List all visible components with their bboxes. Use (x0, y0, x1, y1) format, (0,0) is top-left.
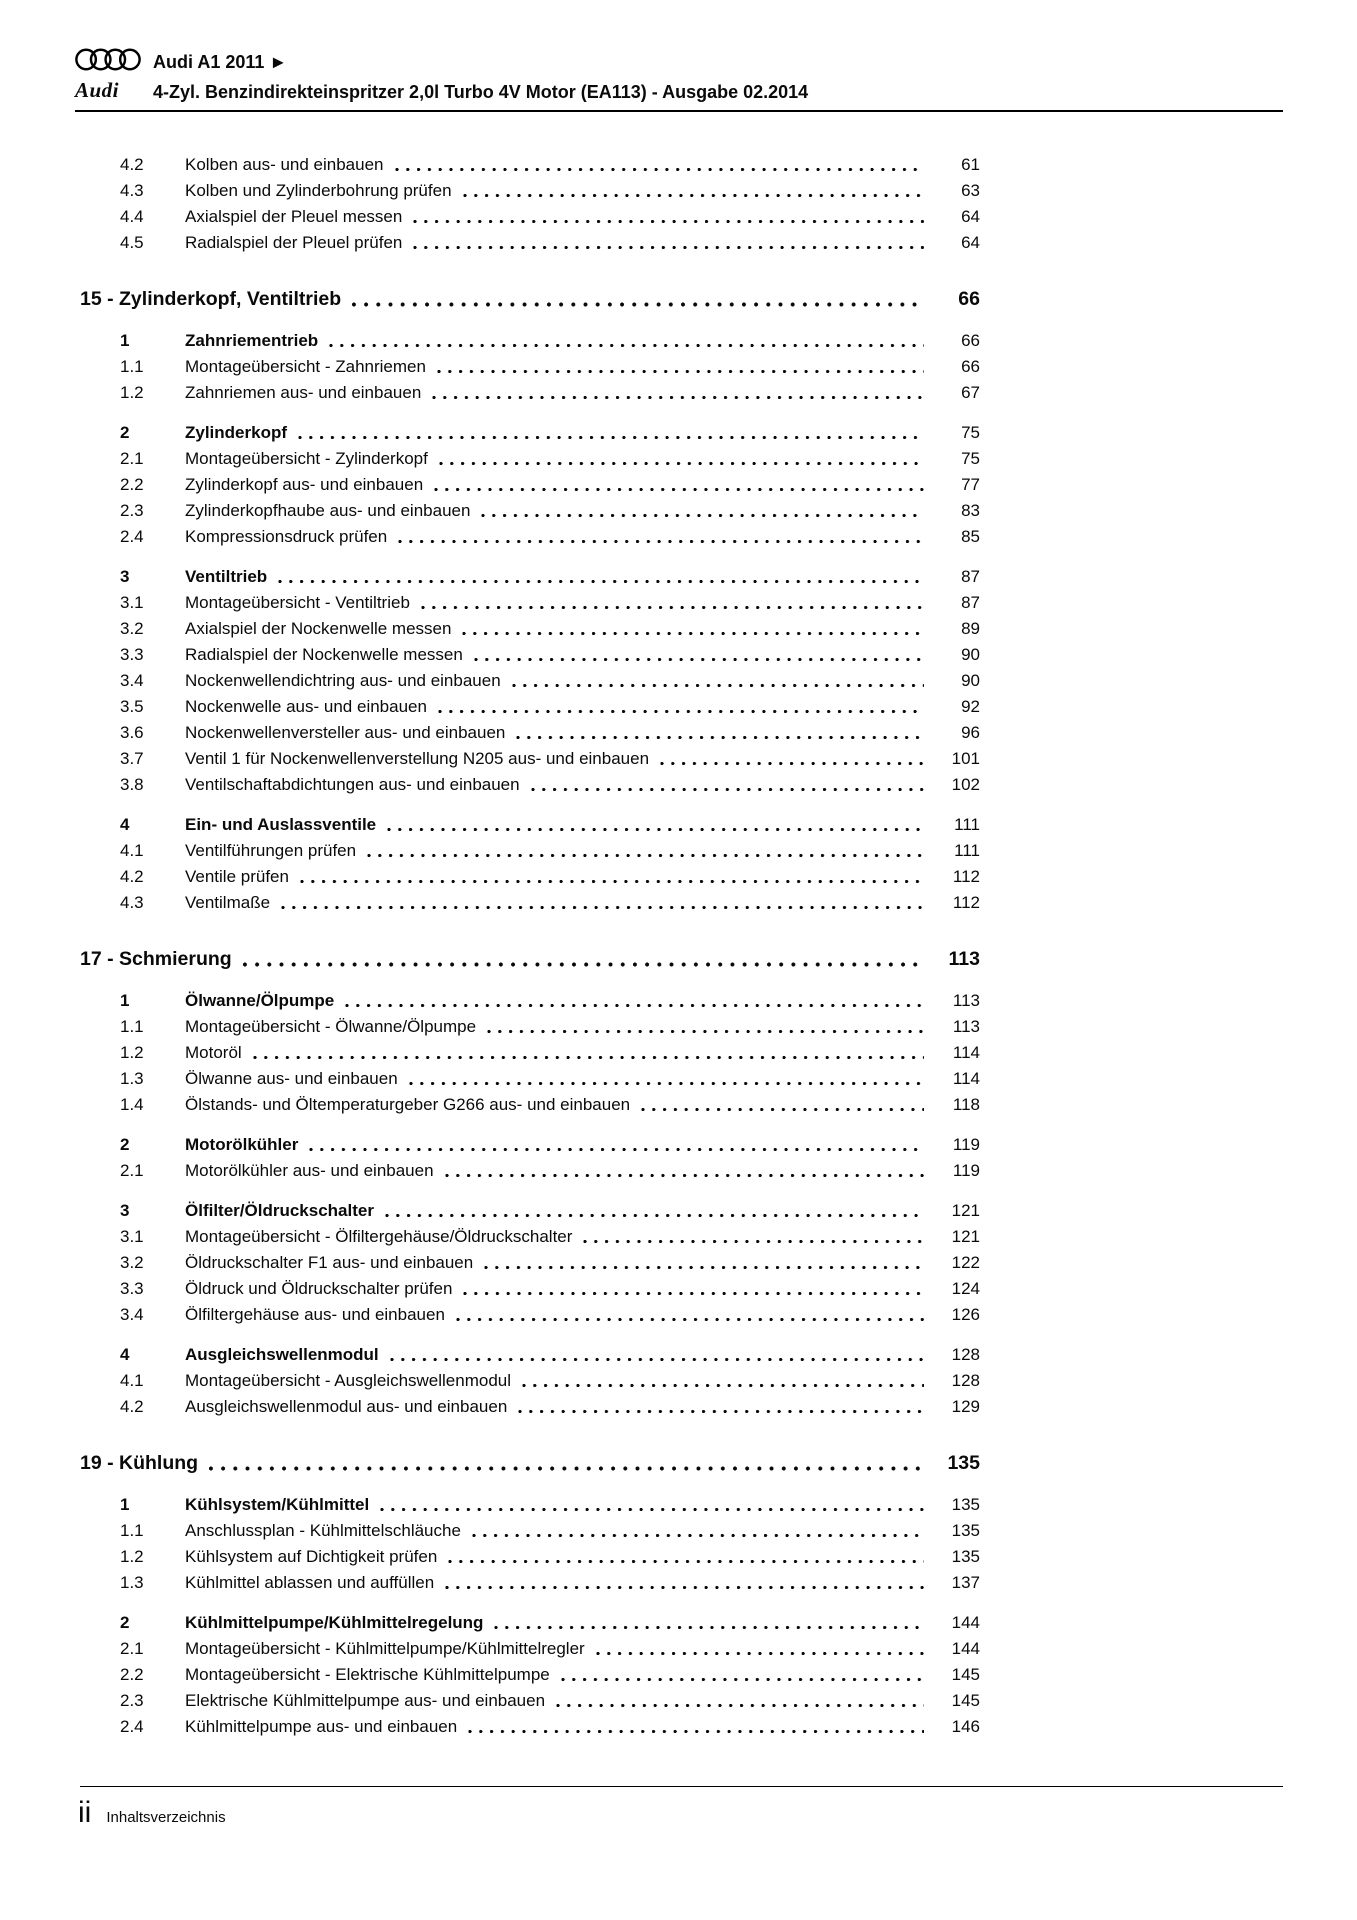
dot-leader (582, 1238, 924, 1245)
toc-entry-page: 112 (952, 893, 980, 912)
toc-entry-number: 3 (120, 1201, 130, 1220)
toc-entry-number: 1.2 (120, 1043, 144, 1062)
dot-leader (208, 1465, 924, 1472)
toc-entry-title: Ölfilter/Öldruckschalter (185, 1201, 374, 1220)
toc-entry-page: 67 (961, 383, 980, 402)
toc-entry-page: 114 (952, 1043, 980, 1062)
toc-entry-page: 102 (951, 775, 980, 794)
dot-leader (420, 604, 924, 611)
toc-entry-page: 137 (951, 1573, 980, 1592)
toc-entry-row (80, 178, 980, 204)
toc-entry-page: 90 (961, 645, 980, 664)
page-footer (78, 1796, 226, 1830)
dot-leader (462, 192, 924, 199)
toc-entry-number: 2.1 (120, 449, 144, 468)
toc-entry-number: 4.2 (120, 1397, 144, 1416)
toc-entry-number: 2 (120, 1613, 130, 1632)
toc-entry-page: 146 (951, 1717, 980, 1736)
toc-entry-row (80, 380, 980, 406)
toc-entry-title: Zahnriementrieb (185, 331, 319, 350)
toc-entry-page: 75 (961, 423, 980, 442)
toc-entry-number: 3 (120, 567, 130, 586)
toc-entry-page: 145 (951, 1665, 980, 1684)
toc-entry-row (80, 1368, 980, 1394)
toc-entry-row (80, 1688, 980, 1714)
toc-entry-number: 3.3 (120, 645, 144, 664)
toc-entry-row (80, 152, 980, 178)
toc-entry-number: 3.3 (120, 1279, 144, 1298)
audi-wordmark: Audi (75, 78, 120, 102)
footer-page-number: ii (78, 1796, 92, 1829)
toc-entry-number: 2.3 (120, 501, 144, 520)
dot-leader (412, 244, 924, 251)
toc-entry-number: 2.2 (120, 475, 144, 494)
dot-leader (530, 786, 924, 793)
toc-entry-page: 135 (947, 1452, 980, 1474)
toc-entry-title: Ausgleichswellenmodul (185, 1345, 379, 1364)
toc-entry-number: 3.7 (120, 749, 144, 768)
toc-entry-number: 3.2 (120, 1253, 144, 1272)
toc-entry-row (80, 1224, 980, 1250)
dot-leader (280, 904, 924, 911)
dot-leader (389, 1356, 924, 1363)
toc-entry-page: 118 (952, 1095, 980, 1114)
toc-entry-number: 3.8 (120, 775, 144, 794)
dot-leader (493, 1624, 924, 1631)
toc-entry-number: 1.3 (120, 1069, 144, 1088)
toc-entry-title: Kühlmittelpumpe/Kühlmittelregelung (185, 1613, 484, 1632)
toc-entry-title: Zylinderkopf aus- und einbauen (185, 475, 424, 494)
toc-entry-title: Ventiltrieb (185, 567, 268, 586)
toc-entry-row (80, 1302, 980, 1328)
toc-entry-number: 4 (120, 815, 130, 834)
toc-entry-page: 122 (951, 1253, 980, 1272)
toc-entry-number: 4 (120, 1345, 130, 1364)
page-header (75, 48, 1283, 112)
toc-entry-row (80, 498, 980, 524)
toc-entry-title: Zylinderkopfhaube aus- und einbauen (185, 501, 471, 520)
dot-leader (455, 1316, 924, 1323)
dot-leader (397, 538, 924, 545)
dot-leader (483, 1264, 924, 1271)
toc-entry-row (80, 864, 980, 890)
toc-entry-row (80, 472, 980, 498)
toc-entry-row (80, 720, 980, 746)
toc-entry-row (80, 1250, 980, 1276)
dot-leader (351, 301, 924, 308)
toc-entry-title: Zahnriemen aus- und einbauen (185, 383, 422, 402)
dot-leader (444, 1584, 924, 1591)
dot-leader (386, 826, 924, 833)
toc-entry-row (80, 1636, 980, 1662)
toc-entry-page: 145 (951, 1691, 980, 1710)
toc-entry-page: 121 (951, 1227, 980, 1246)
toc-entry-row (80, 838, 980, 864)
toc-entry-title: Montageübersicht - Ventiltrieb (185, 593, 410, 612)
header-rule (75, 110, 1283, 112)
toc-entry-number: 4.3 (120, 181, 144, 200)
toc-entry-page: 87 (961, 567, 980, 586)
toc-entry-row (80, 1714, 980, 1740)
toc-entry-title: Ölwanne/Ölpumpe (185, 991, 335, 1010)
toc-entry-number: 1.1 (120, 1521, 144, 1540)
toc-entry-page: 92 (961, 697, 980, 716)
toc-entry-page: 114 (952, 1069, 980, 1088)
footer-rule (80, 1786, 1283, 1787)
toc-entry-page: 128 (951, 1345, 980, 1364)
audi-rings-logo (75, 48, 153, 73)
toc-entry-title: Montageübersicht - Ausgleichswellenmodul (185, 1371, 512, 1390)
toc-entry-title: Montageübersicht - Elektrische Kühlmittelpumpe (185, 1665, 550, 1684)
toc-entry-row (80, 1518, 980, 1544)
toc-entry-row (80, 988, 980, 1014)
toc-entry-number: 1 (120, 331, 130, 350)
toc-entry-title: Radialspiel der Pleuel prüfen (185, 233, 403, 252)
dot-leader (433, 486, 924, 493)
toc-entry-page: 83 (961, 501, 980, 520)
toc-entry-title: Öldruckschalter F1 aus- und einbauen (185, 1253, 474, 1272)
toc-entry-page: 111 (954, 841, 980, 860)
toc-entry-row (80, 1198, 980, 1224)
toc-entry-row (80, 1092, 980, 1118)
toc-entry-title: Montageübersicht - Kühlmittelpumpe/Kühlmittelregler (185, 1639, 585, 1658)
toc-entry-title: Montageübersicht - Ölfiltergehäuse/Öldruckschalter (185, 1227, 573, 1246)
dot-leader (461, 630, 924, 637)
toc-entry-number: 2 (120, 1135, 130, 1154)
toc-entry-title: Zylinderkopf (185, 423, 288, 442)
toc-entry-title: Nockenwelle aus- und einbauen (185, 697, 427, 716)
toc-entry-title: Nockenwellenversteller aus- und einbauen (185, 723, 506, 742)
toc-entry-row (80, 1662, 980, 1688)
toc-entry-number: 2.3 (120, 1691, 144, 1710)
dot-leader (517, 1408, 924, 1415)
toc-entry-row (80, 590, 980, 616)
toc-entry-title: Anschlussplan - Kühlmittelschläuche (185, 1521, 461, 1540)
toc-entry-row (80, 642, 980, 668)
toc-entry-title: Montageübersicht - Zahnriemen (185, 357, 426, 376)
toc-entry-title: Ein- und Auslassventile (185, 815, 377, 834)
toc-entry-row (80, 890, 980, 916)
toc-entry-title: Öldruck und Öldruckschalter prüfen (185, 1279, 453, 1298)
toc-entry-number: 2 (120, 423, 130, 442)
toc-entry-page: 144 (951, 1613, 980, 1632)
dot-leader (297, 434, 924, 441)
toc-list (80, 152, 980, 1740)
dot-leader (595, 1650, 924, 1657)
toc-entry-page: 124 (951, 1279, 980, 1298)
toc-entry-number: 3.4 (120, 1305, 144, 1324)
dot-leader (511, 682, 924, 689)
toc-entry-number: 4.1 (120, 841, 144, 860)
toc-entry-page: 144 (951, 1639, 980, 1658)
dot-leader (521, 1382, 924, 1389)
toc-entry-page: 126 (951, 1305, 980, 1324)
dot-leader (473, 656, 924, 663)
toc-entry-title: Kühlsystem/Kühlmittel (185, 1495, 370, 1514)
dot-leader (447, 1558, 924, 1565)
toc-entry-page: 113 (952, 1017, 980, 1036)
toc-entry-row (80, 354, 980, 380)
dot-leader (467, 1728, 924, 1735)
toc-entry-title: Kompressionsdruck prüfen (185, 527, 388, 546)
toc-entry-number: 4.1 (120, 1371, 144, 1390)
dot-leader (366, 852, 924, 859)
toc-entry-number: 4.3 (120, 893, 144, 912)
toc-entry-number: 4.2 (120, 867, 144, 886)
dot-leader (486, 1028, 924, 1035)
toc-entry-page: 89 (961, 619, 980, 638)
toc-entry-number: 3.2 (120, 619, 144, 638)
toc-entry-page: 113 (948, 948, 980, 970)
toc-entry-title: 17 - Schmierung (80, 948, 232, 970)
header-subtitle: 4-Zyl. Benzindirekteinspritzer 2,0l Turbo 4V Motor (EA113) - Ausgabe 02.2014 (153, 82, 809, 102)
toc-entry-number: 3.5 (120, 697, 144, 716)
toc-entry-title: Elektrische Kühlmittelpumpe aus- und einbauen (185, 1691, 546, 1710)
toc-entry-row (80, 420, 980, 446)
toc-entry-title: Ventilmaße (185, 893, 271, 912)
toc-entry-row (80, 1158, 980, 1184)
toc-entry-row (80, 1342, 980, 1368)
toc-entry-title: Ausgleichswellenmodul aus- und einbauen (185, 1397, 508, 1416)
toc-entry-row (80, 1544, 980, 1570)
toc-entry-title: Montageübersicht - Zylinderkopf (185, 449, 428, 468)
toc-entry-row (80, 1610, 980, 1636)
header-model-line: Audi A1 2011 ► (153, 52, 288, 72)
toc-entry-title: Kühlmittel ablassen und auffüllen (185, 1573, 435, 1592)
toc-entry-row (80, 1014, 980, 1040)
dot-leader (412, 218, 924, 225)
toc-entry-page: 64 (961, 207, 980, 226)
toc-entry-row (80, 1040, 980, 1066)
toc-entry-page: 63 (961, 181, 980, 200)
toc-entry-row (80, 230, 980, 256)
dot-leader (438, 460, 924, 467)
toc-entry-page: 112 (952, 867, 980, 886)
toc-entry-page: 119 (952, 1135, 980, 1154)
toc-entry-page: 90 (961, 671, 980, 690)
dot-leader (640, 1106, 924, 1113)
dot-leader (471, 1532, 924, 1539)
toc-entry-row (80, 204, 980, 230)
toc-entry-number: 1 (120, 1495, 130, 1514)
dot-leader (252, 1054, 924, 1061)
dot-leader (328, 342, 924, 349)
toc-entry-page: 87 (961, 593, 980, 612)
toc-entry-title: Ventilführungen prüfen (185, 841, 357, 860)
toc-entry-page: 111 (954, 815, 980, 834)
toc-entry-page: 101 (951, 749, 980, 768)
dot-leader (659, 760, 924, 767)
dot-leader (308, 1146, 924, 1153)
toc-entry-title: Motorölkühler aus- und einbauen (185, 1161, 434, 1180)
toc-entry-page: 77 (961, 475, 980, 494)
toc-entry-row (80, 1570, 980, 1596)
toc-entry-row (80, 328, 980, 354)
toc-entry-page: 64 (961, 233, 980, 252)
toc-entry-number: 2.1 (120, 1161, 144, 1180)
dot-leader (462, 1290, 924, 1297)
toc-entry-title: 15 - Zylinderkopf, Ventiltrieb (80, 288, 342, 310)
toc-entry-title: Motorölkühler (185, 1135, 299, 1154)
dot-leader (384, 1212, 924, 1219)
dot-leader (408, 1080, 924, 1087)
toc-entry-row (80, 1066, 980, 1092)
toc-entry-title: Kühlmittelpumpe aus- und einbauen (185, 1717, 458, 1736)
toc-entry-number: 3.4 (120, 671, 144, 690)
toc-entry-number: 3.6 (120, 723, 144, 742)
dot-leader (480, 512, 924, 519)
toc-entry-page: 128 (951, 1371, 980, 1390)
toc-entry-page: 85 (961, 527, 980, 546)
toc-entry-number: 4.5 (120, 233, 144, 252)
toc-entry-page: 75 (961, 449, 980, 468)
toc-entry-title: Kühlsystem auf Dichtigkeit prüfen (185, 1547, 438, 1566)
toc-entry-number: 4.2 (120, 155, 144, 174)
toc-entry-number: 3.1 (120, 1227, 144, 1246)
dot-leader (242, 961, 924, 968)
dot-leader (431, 394, 924, 401)
toc-entry-row (80, 1492, 980, 1518)
toc-entry-row (80, 694, 980, 720)
dot-leader (437, 708, 924, 715)
toc-entry-number: 1.2 (120, 383, 144, 402)
toc-entry-row (80, 564, 980, 590)
toc-entry-title: Ölfiltergehäuse aus- und einbauen (185, 1305, 445, 1324)
toc-entry-page: 129 (951, 1397, 980, 1416)
dot-leader (379, 1506, 924, 1513)
toc-entry-title: Radialspiel der Nockenwelle messen (185, 645, 463, 664)
toc-entry-page: 113 (952, 991, 980, 1010)
toc-entry-page: 66 (961, 357, 980, 376)
toc-entry-row (80, 746, 980, 772)
toc-chapter-row (80, 1448, 980, 1478)
toc-entry-row (80, 772, 980, 798)
dot-leader (436, 368, 924, 375)
dot-leader (560, 1676, 924, 1683)
toc-entry-page: 135 (951, 1495, 980, 1514)
toc-entry-number: 1.4 (120, 1095, 144, 1114)
toc-entry-page: 66 (958, 288, 980, 310)
toc-entry-title: 19 - Kühlung (80, 1452, 199, 1474)
toc-entry-row (80, 1394, 980, 1420)
toc-entry-page: 121 (951, 1201, 980, 1220)
toc-entry-number: 1.2 (120, 1547, 144, 1566)
dot-leader (299, 878, 924, 885)
toc-entry-row (80, 1132, 980, 1158)
toc-entry-page: 135 (951, 1547, 980, 1566)
toc-entry-row (80, 524, 980, 550)
dot-leader (555, 1702, 924, 1709)
toc-entry-title: Kolben aus- und einbauen (185, 155, 384, 174)
toc-entry-title: Ventil 1 für Nockenwellenverstellung N205 aus- und einbauen (185, 749, 650, 768)
toc-entry-number: 2.1 (120, 1639, 144, 1658)
toc-entry-title: Axialspiel der Nockenwelle messen (185, 619, 452, 638)
toc-entry-title: Ölstands- und Öltemperaturgeber G266 aus- und einbauen (185, 1095, 631, 1114)
toc-entry-row (80, 446, 980, 472)
toc-entry-page: 135 (951, 1521, 980, 1540)
toc-entry-title: Montageübersicht - Ölwanne/Ölpumpe (185, 1017, 477, 1036)
dot-leader (515, 734, 924, 741)
toc-entry-number: 4.4 (120, 207, 144, 226)
dot-leader (394, 166, 925, 173)
toc-entry-page: 96 (961, 723, 980, 742)
toc-entry-number: 1.1 (120, 357, 144, 376)
toc-entry-title: Kolben und Zylinderbohrung prüfen (185, 181, 452, 200)
toc-entry-number: 1 (120, 991, 130, 1010)
dot-leader (277, 578, 924, 585)
toc-entry-number: 1.3 (120, 1573, 144, 1592)
toc-entry-row (80, 1276, 980, 1302)
toc-chapter-row (80, 284, 980, 314)
footer-section-label: Inhaltsverzeichnis (106, 1809, 226, 1826)
toc-entry-number: 3.1 (120, 593, 144, 612)
toc-chapter-row (80, 944, 980, 974)
toc-entry-title: Ventile prüfen (185, 867, 289, 886)
dot-leader (444, 1172, 924, 1179)
toc-entry-title: Axialspiel der Pleuel messen (185, 207, 403, 226)
toc-entry-title: Ventilschaftabdichtungen aus- und einbauen (185, 775, 520, 794)
toc-entry-title: Nockenwellendichtring aus- und einbauen (185, 671, 501, 690)
toc-entry-title: Motoröl (185, 1043, 242, 1062)
toc-entry-row (80, 812, 980, 838)
toc-entry-page: 61 (961, 155, 980, 174)
toc-entry-row (80, 668, 980, 694)
toc-entry-title: Ölwanne aus- und einbauen (185, 1069, 398, 1088)
toc-entry-number: 2.2 (120, 1665, 144, 1684)
toc-entry-page: 119 (952, 1161, 980, 1180)
toc-entry-row (80, 616, 980, 642)
dot-leader (344, 1002, 924, 1009)
toc-entry-number: 2.4 (120, 527, 144, 546)
toc-entry-number: 1.1 (120, 1017, 144, 1036)
toc-entry-number: 2.4 (120, 1717, 144, 1736)
toc-entry-page: 66 (961, 331, 980, 350)
